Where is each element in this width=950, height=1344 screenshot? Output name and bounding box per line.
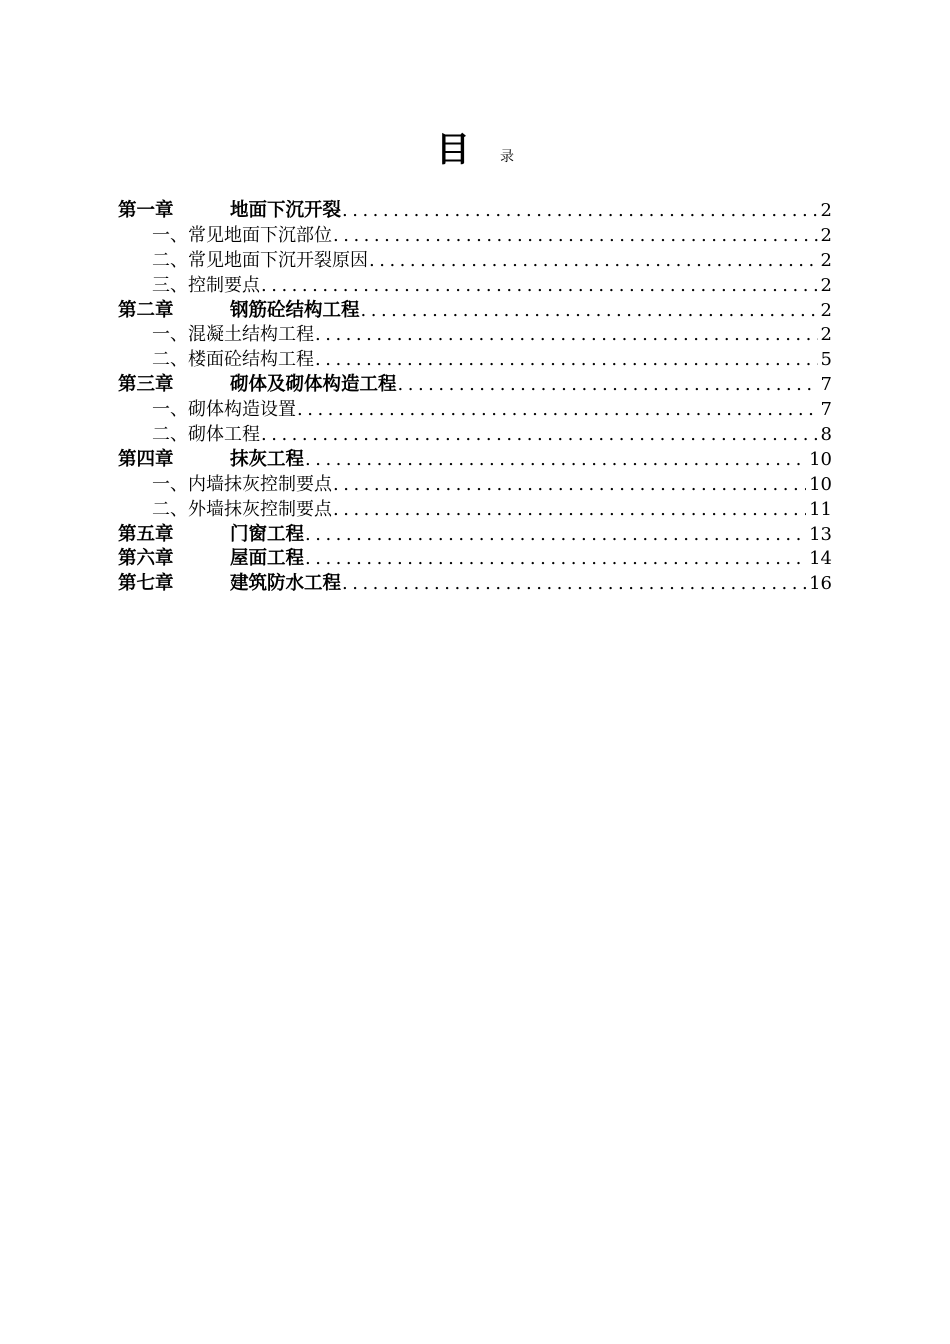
dot-leader: [333, 498, 806, 523]
section-title: 二、楼面砼结构工程: [152, 349, 314, 371]
dot-leader: [297, 398, 818, 423]
chapter-title: 抹灰工程: [230, 448, 305, 470]
page-number: 2: [820, 200, 832, 221]
chapter-title: 地面下沉开裂: [230, 200, 342, 221]
toc-section-entry[interactable]: [118, 224, 832, 249]
section-title: 二、外墙抹灰控制要点: [152, 498, 332, 520]
page-number: 5: [820, 349, 832, 371]
page-number: 14: [809, 548, 832, 570]
page-number: 16: [809, 573, 832, 595]
chapter-number: 第五章: [118, 523, 174, 545]
chapter-title: 屋面工程: [230, 548, 305, 570]
chapter-number: 第七章: [118, 573, 174, 595]
page-number: 8: [820, 424, 832, 446]
toc-section-entry[interactable]: [118, 249, 832, 274]
chapter-title: 门窗工程: [230, 523, 305, 545]
page-number: 11: [809, 498, 832, 520]
dot-leader: [315, 348, 818, 373]
dot-leader: [369, 249, 818, 274]
chapter-number: 第一章: [118, 200, 174, 221]
chapter-title: 钢筋砼结构工程: [230, 299, 360, 321]
toc-heading-main: 目: [436, 130, 470, 170]
toc-chapter-entry[interactable]: [118, 373, 832, 398]
page-number: 10: [809, 448, 832, 470]
dot-leader: [342, 572, 806, 597]
section-title: 二、砌体工程: [152, 424, 260, 446]
toc-chapter-entry[interactable]: [118, 299, 832, 324]
toc-section-entry[interactable]: [118, 423, 832, 448]
table-of-contents: [118, 199, 832, 597]
toc-chapter-entry[interactable]: [118, 199, 832, 224]
page-number: 10: [809, 473, 832, 495]
page-number: 2: [820, 274, 832, 296]
chapter-number: 第六章: [118, 548, 174, 570]
section-title: 三、控制要点: [152, 274, 260, 296]
chapter-number: 第二章: [118, 299, 174, 321]
dot-leader: [315, 323, 818, 348]
page-number: 13: [809, 523, 832, 545]
dot-leader: [333, 473, 806, 498]
page-number: 2: [820, 299, 832, 321]
toc-chapter-entry[interactable]: [118, 572, 832, 597]
toc-chapter-entry[interactable]: [118, 523, 832, 548]
dot-leader: [261, 423, 818, 448]
toc-heading-sub: 录: [500, 149, 514, 165]
section-title: 一、混凝土结构工程: [152, 324, 314, 346]
chapter-title: 砌体及砌体构造工程: [230, 374, 397, 396]
section-title: 二、常见地面下沉开裂原因: [152, 249, 368, 271]
chapter-number: 第三章: [118, 374, 174, 396]
section-title: 一、内墙抹灰控制要点: [152, 473, 332, 495]
dot-leader: [305, 448, 806, 473]
dot-leader: [398, 373, 818, 398]
toc-heading: [0, 130, 950, 177]
section-title: 一、常见地面下沉部位: [152, 224, 332, 246]
dot-leader: [261, 274, 818, 299]
dot-leader: [333, 224, 818, 249]
dot-leader: [305, 523, 806, 548]
page-number: 7: [820, 399, 832, 421]
dot-leader: [361, 299, 818, 324]
page-number: 2: [820, 224, 832, 246]
toc-section-entry[interactable]: [118, 323, 832, 348]
page-number: 2: [820, 249, 832, 271]
toc-chapter-entry[interactable]: [118, 547, 832, 572]
toc-section-entry[interactable]: [118, 498, 832, 523]
dot-leader: [305, 547, 806, 572]
toc-section-entry[interactable]: [118, 274, 832, 299]
chapter-number: 第四章: [118, 448, 174, 470]
page-number: 7: [820, 374, 832, 396]
toc-section-entry[interactable]: [118, 348, 832, 373]
page-number: 2: [820, 324, 832, 346]
section-title: 一、砌体构造设置: [152, 399, 296, 421]
toc-section-entry[interactable]: [118, 473, 832, 498]
toc-section-entry[interactable]: [118, 398, 832, 423]
chapter-title: 建筑防水工程: [230, 573, 342, 595]
dot-leader: [342, 199, 818, 224]
toc-chapter-entry[interactable]: [118, 448, 832, 473]
